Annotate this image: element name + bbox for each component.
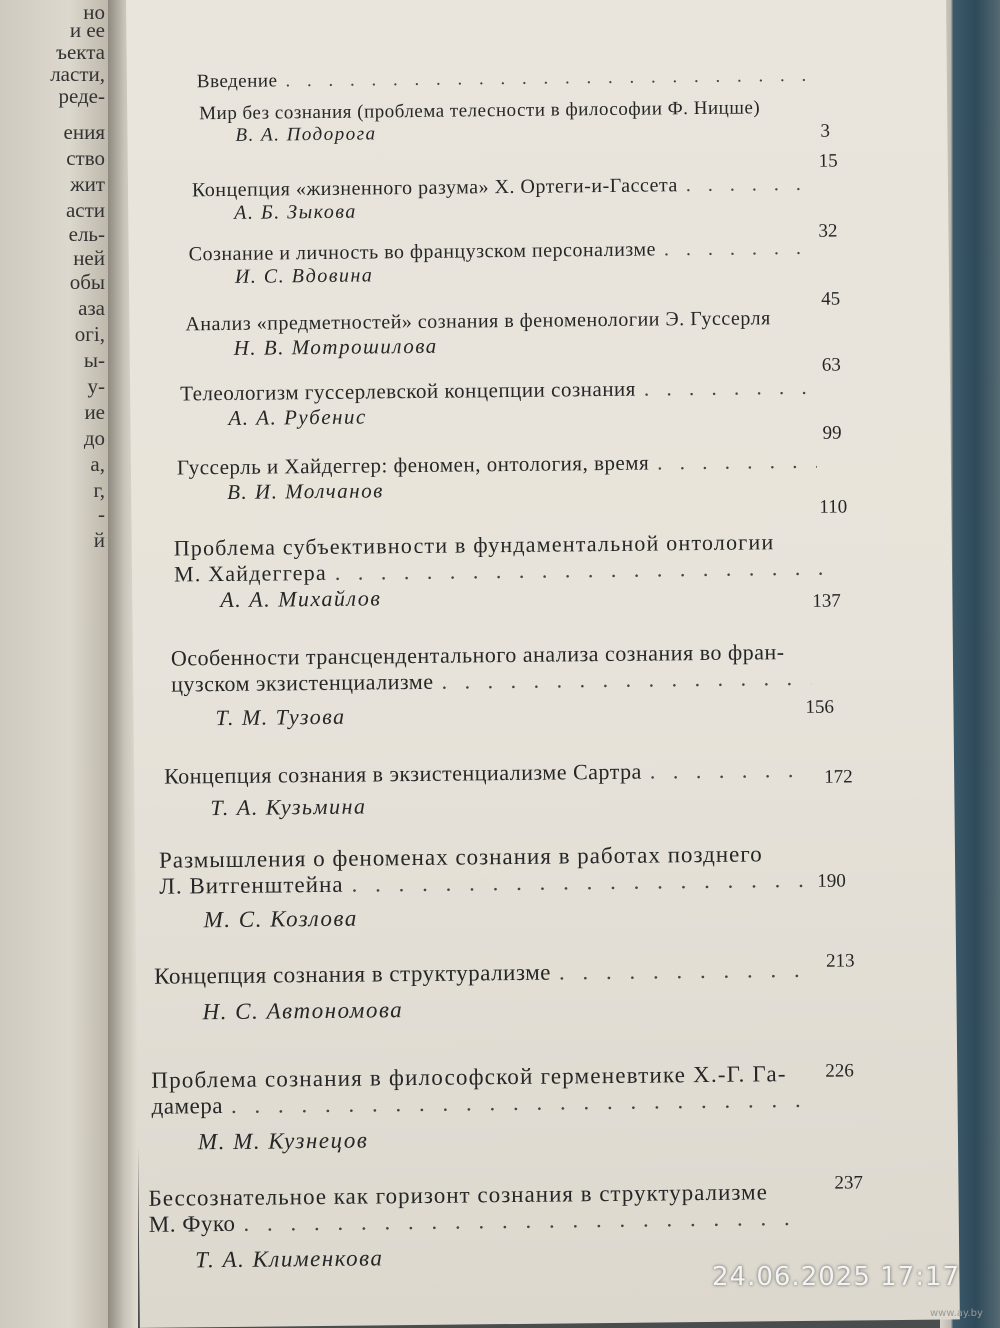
left-fragment: жит — [70, 172, 105, 196]
left-fragment: ство — [66, 146, 105, 170]
toc-entry — [151, 1061, 802, 1156]
left-fragment: ъекта — [56, 40, 105, 64]
toc-title: Бессознательное как горизонт сознания в структурализме — [148, 1179, 768, 1211]
toc-page-number: 190 — [817, 870, 846, 892]
toc-title-continued: дамера — [151, 1093, 224, 1119]
left-fragment: до — [83, 426, 105, 450]
left-fragment: у- — [87, 374, 105, 398]
toc-title: Мир без сознания (проблема телесности в философии Ф. Ницше) — [199, 97, 761, 125]
toc-author: В. И. Молчанов — [227, 478, 384, 504]
toc-title: Концепция сознания в структурализме — [154, 959, 552, 989]
left-fragment: г, — [93, 478, 105, 502]
toc-page-number: 99 — [822, 422, 842, 444]
left-fragment: асти — [65, 198, 105, 222]
toc-entry — [148, 1179, 809, 1274]
toc-entry — [199, 97, 839, 148]
toc-title: Анализ «предметностей» сознания в феноменологии Э. Гуссерля — [185, 307, 771, 336]
toc-author: М. М. Кузнецов — [197, 1127, 369, 1155]
toc-author: Т. А. Клименкова — [195, 1245, 384, 1273]
left-fragment: но — [83, 0, 105, 24]
toc-title: Размышления о феноменах сознания в работах позднего — [158, 841, 763, 873]
toc-title: Гуссерль и Хайдеггер: феномен, онтология, время — [176, 450, 650, 480]
toc-page-number: 15 — [818, 150, 838, 172]
toc-author: Н. В. Мотрошилова — [233, 333, 438, 360]
toc-page-number: 213 — [825, 950, 855, 972]
left-fragment: реде- — [58, 84, 105, 108]
photo-timestamp: 24.06.2025 17:17 — [712, 1262, 961, 1292]
toc-entry — [180, 375, 820, 432]
toc-author: И. С. Вдовина — [234, 264, 374, 288]
toc-title: Проблема субъективности в фундаментальной онтологии — [173, 529, 775, 561]
toc-title: Телеологизм гуссерлевской концепции сознания — [179, 376, 637, 406]
left-fragment: ы- — [83, 348, 105, 372]
toc-page-number: 110 — [819, 496, 848, 518]
toc-author: А. А. Михайлов — [220, 585, 382, 613]
toc-page-number: 45 — [821, 288, 841, 310]
toc-entry — [197, 65, 817, 93]
toc-title-continued: цузском экзистенциализме — [171, 668, 434, 697]
toc-page-number: 32 — [818, 220, 838, 242]
contents-page — [126, 0, 960, 1328]
toc-author: А. Б. Зыкова — [234, 200, 357, 224]
toc-author: Т. М. Тузова — [215, 703, 346, 731]
left-fragment: обы — [69, 270, 105, 294]
toc-author: В. А. Подорога — [235, 123, 377, 146]
toc-entry — [154, 957, 805, 1026]
left-fragment: а, — [90, 452, 105, 476]
toc-entry — [164, 757, 805, 822]
left-fragment: аза — [78, 296, 105, 320]
toc-page-number: 156 — [805, 696, 835, 718]
toc-title: Проблема сознания в философской герменевтике Х.-Г. Га- — [151, 1061, 787, 1093]
toc-title: Введение — [196, 70, 278, 93]
toc-author: Т. А. Кузьмина — [210, 793, 367, 821]
toc-page-number: 137 — [812, 590, 841, 612]
left-fragment: - — [98, 502, 105, 526]
toc-entry — [185, 307, 825, 362]
toc-page-number: 3 — [820, 120, 831, 142]
toc-entry — [189, 237, 814, 290]
left-fragment: ель- — [68, 222, 105, 246]
toc-page-number: 226 — [825, 1060, 854, 1082]
toc-author: М. С. Козлова — [203, 905, 358, 933]
toc-page-number: 63 — [821, 354, 841, 376]
left-fragment: ие — [84, 400, 105, 424]
left-fragment: й — [93, 528, 105, 552]
toc-entry — [174, 529, 825, 614]
toc-title-continued: Л. Витгенштейна — [159, 871, 344, 899]
watermark: www.ay.by — [930, 1308, 983, 1319]
toc-page-number: 237 — [834, 1172, 864, 1194]
toc-page-number: 172 — [824, 766, 853, 788]
toc-entry — [177, 449, 817, 506]
toc-entry — [171, 639, 812, 732]
left-fragment: ней — [73, 246, 105, 270]
toc-title: Концепция сознания в экзистенциализме Сартра — [163, 758, 642, 789]
toc-title: Особенности трансцендентального анализа сознания во фран- — [170, 639, 785, 671]
toc-entry — [159, 841, 810, 934]
toc-title-continued: М. Фуко — [148, 1210, 236, 1237]
left-fragment: ения — [63, 120, 105, 144]
left-fragment: и ее — [69, 18, 105, 42]
toc-title: Концепция «жизненного разума» Х. Ортеги-и-Гассета — [191, 174, 678, 202]
left-fragment: ласти, — [50, 62, 105, 86]
toc-author: А. А. Рубенис — [228, 404, 367, 430]
toc-author: Н. С. Автономова — [202, 997, 404, 1025]
toc-title-continued: М. Хайдеггера — [173, 559, 327, 587]
left-page — [0, 0, 115, 1328]
toc-entry — [192, 173, 812, 225]
left-fragment: огі, — [74, 322, 105, 346]
toc-title: Сознание и личность во французском персонализме — [188, 238, 657, 266]
